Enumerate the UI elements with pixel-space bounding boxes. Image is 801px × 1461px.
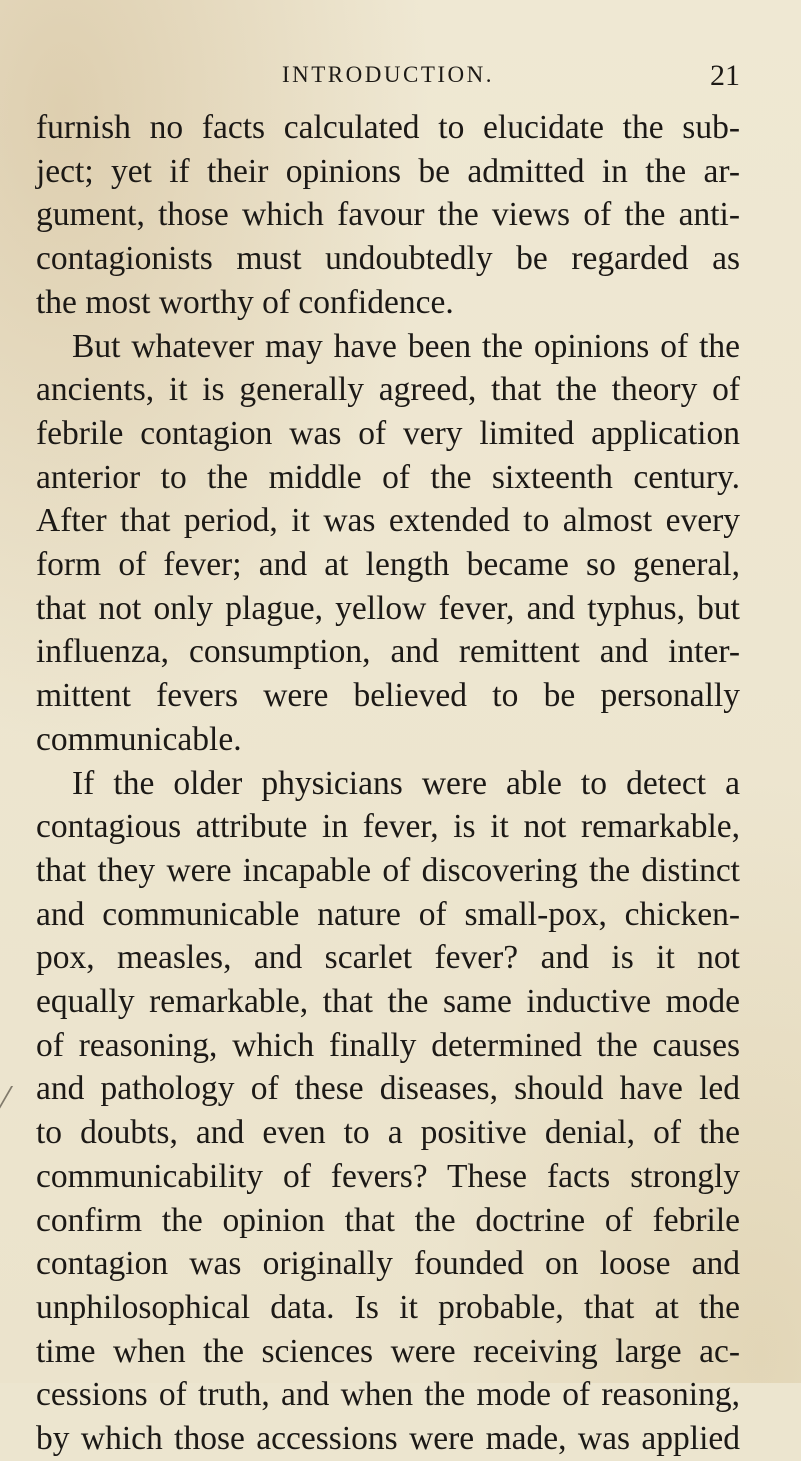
text-line: gument, those which favour the views of the anti-: [36, 196, 740, 234]
text-line: After that period, it was extended to almost every: [36, 502, 740, 540]
text-line: that they were incapable of discovering the distinct: [36, 851, 740, 889]
text-line: to doubts, and even to a positive denial, of the: [36, 1114, 740, 1152]
text-line: of reasoning, which finally determined the causes: [36, 1026, 740, 1064]
text-line: influenza, consumption, and remittent and inter-: [36, 633, 740, 671]
text-line: and pathology of these diseases, should have led: [36, 1070, 740, 1108]
page-number: 21: [710, 59, 740, 92]
body-text: [36, 106, 740, 1461]
text-line: and communicable nature of small-pox, chicken-: [36, 895, 740, 933]
margin-mark: [0, 1086, 25, 1114]
text-line: pox, measles, and scarlet fever? and is it not: [36, 939, 740, 977]
text-line: confirm the opinion that the doctrine of febrile: [36, 1201, 740, 1239]
text-line: anterior to the middle of the sixteenth century.: [36, 458, 740, 496]
text-line: ject; yet if their opinions be admitted in the ar-: [36, 152, 740, 190]
text-line: unphilosophical data. Is it probable, that at the: [36, 1288, 740, 1326]
text-line: furnish no facts calculated to elucidate the sub-: [36, 109, 740, 146]
text-line: mittent fevers were believed to be personally: [36, 677, 740, 715]
text-line: contagious attribute in fever, is it not remarkable,: [36, 808, 740, 846]
text-line: contagion was originally founded on loose and: [36, 1245, 740, 1283]
text-line: form of fever; and at length became so general,: [36, 546, 740, 584]
running-title: INTRODUCTION.: [281, 62, 494, 87]
text-line: by which those accessions were made, was applied: [36, 1420, 740, 1458]
text-line: ancients, it is generally agreed, that the theory of: [36, 371, 740, 409]
text-line: cessions of truth, and when the mode of reasoning,: [36, 1376, 740, 1414]
text-line: equally remarkable, that the same inductive mode: [36, 983, 740, 1021]
text-line: time when the sciences were receiving large ac-: [36, 1332, 740, 1370]
text-line: But whatever may have been the opinions of the: [72, 327, 740, 365]
text-line: communicable.: [36, 720, 242, 758]
text-line: that not only plague, yellow fever, and typhus, but: [36, 589, 740, 627]
text-line: febrile contagion was of very limited application: [36, 414, 740, 452]
text-line: communicability of fevers? These facts strongly: [36, 1157, 740, 1195]
text-line: the most worthy of confidence.: [36, 283, 454, 321]
text-line: If the older physicians were able to detect a: [72, 764, 740, 802]
text-line: contagionists must undoubtedly be regarded as: [36, 240, 740, 278]
running-head: [36, 59, 740, 102]
